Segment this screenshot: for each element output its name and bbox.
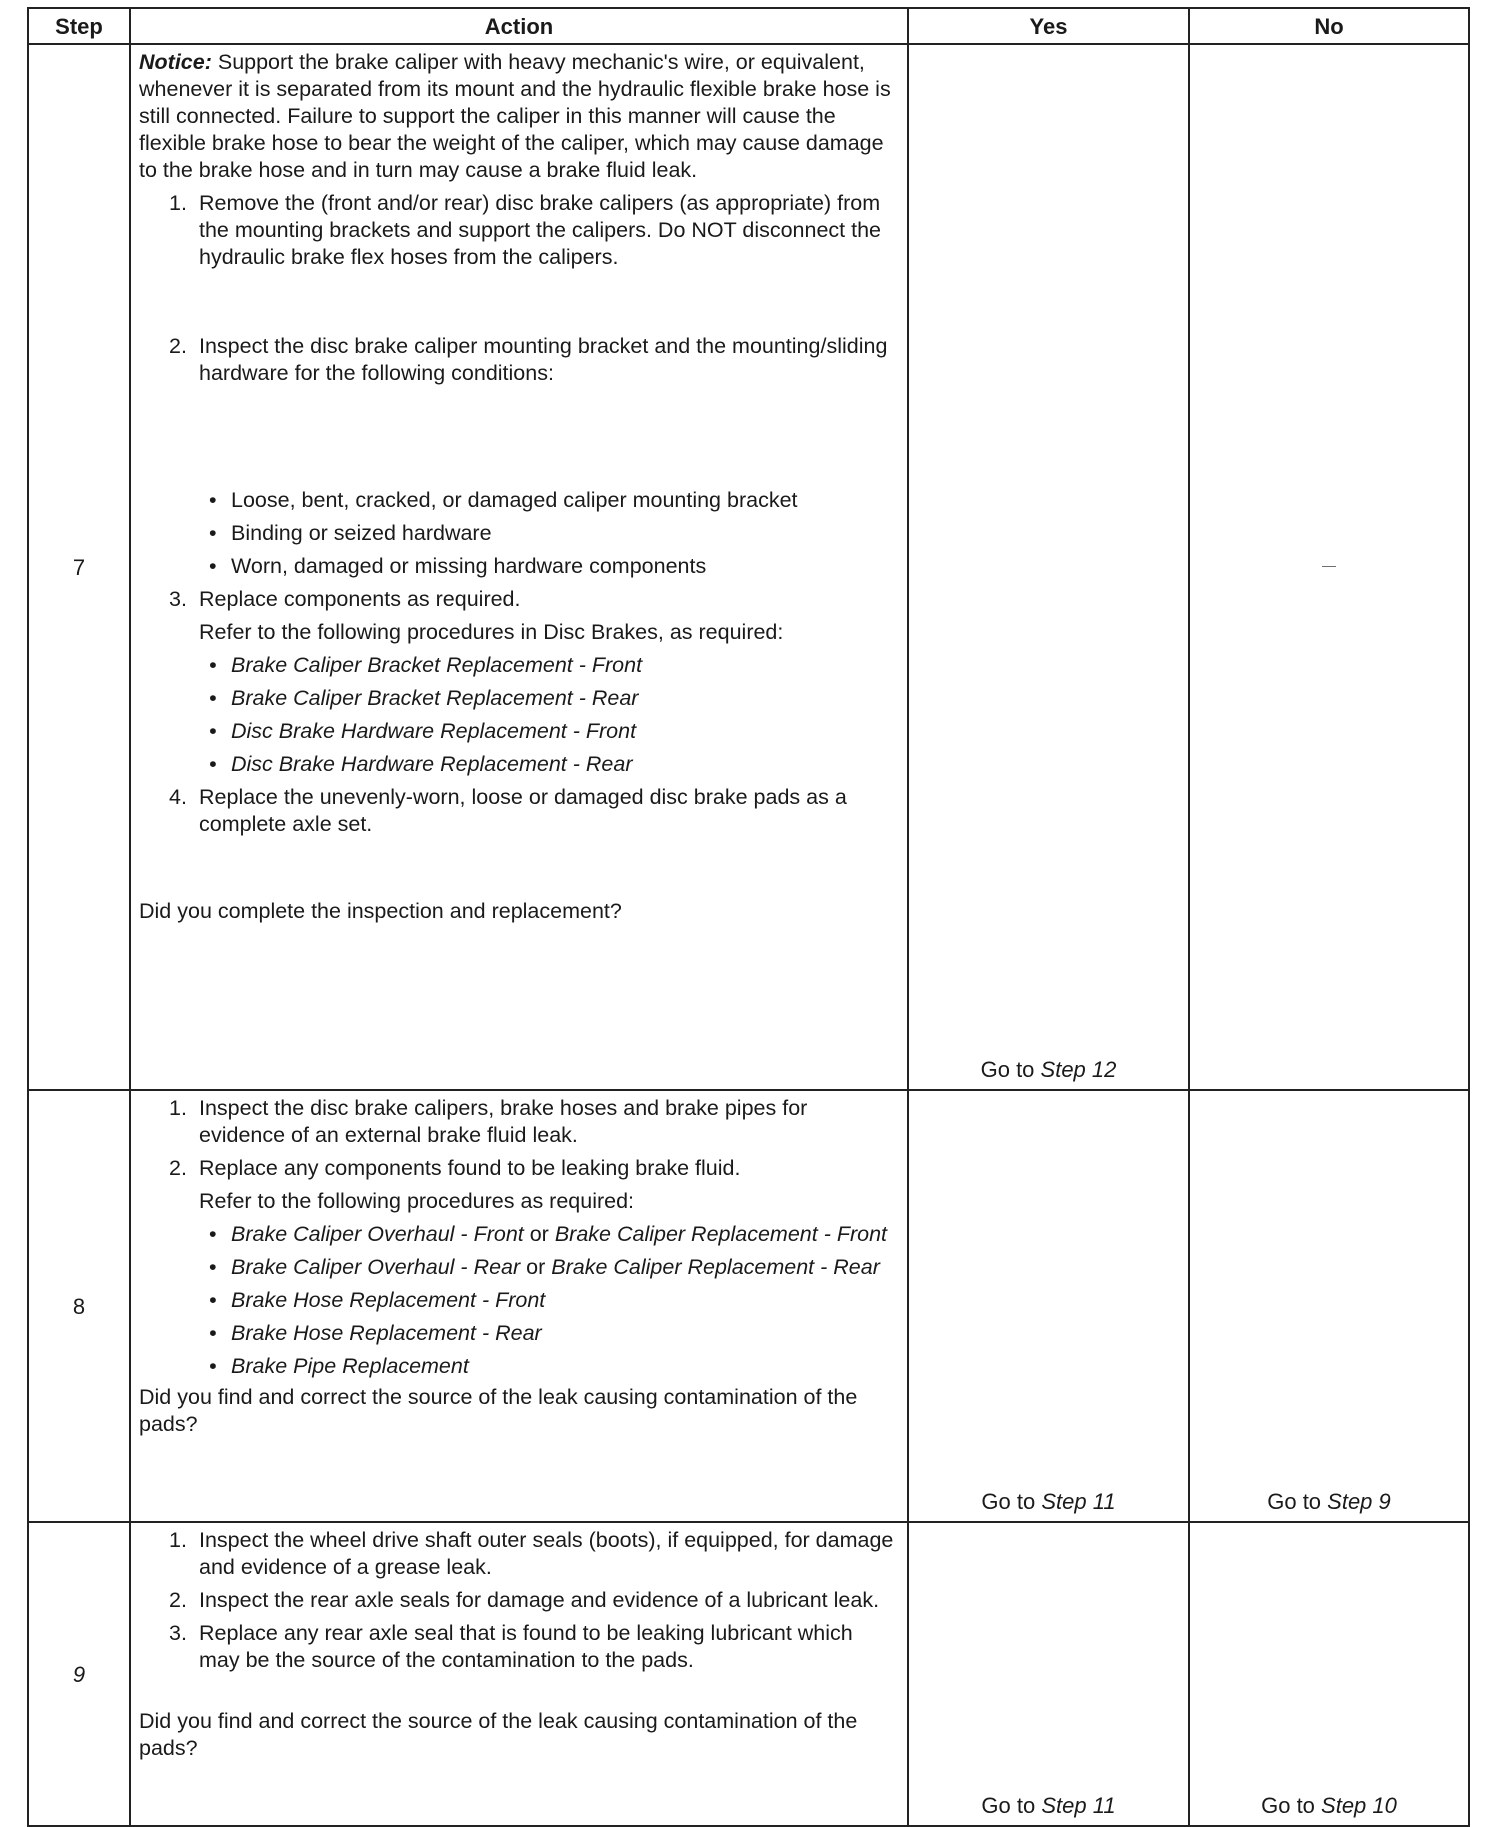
action-cell xyxy=(130,44,908,1090)
step-number: 8 xyxy=(28,1090,130,1522)
action-cell xyxy=(130,1090,908,1522)
list-item-text: Inspect the disc brake calipers, brake hoses and brake pipes for evidence of an external brake fluid leak. xyxy=(199,1096,808,1147)
no-cell: Go to Step 9 xyxy=(1189,1090,1469,1522)
header-step: Step xyxy=(28,8,130,44)
list-item: 1. Inspect the wheel drive shaft outer seals (boots), if equipped, for damage and evidence of a grease leak. xyxy=(169,1527,897,1581)
step-number: 7 xyxy=(28,44,130,1090)
procedure-link: • Brake Caliper Bracket Replacement - Rear xyxy=(209,686,639,710)
table-row-step-8 xyxy=(28,1090,1469,1522)
header-row xyxy=(28,8,1469,44)
list-item-text: Inspect the wheel drive shaft outer seals (boots), if equipped, for damage and evidence of a grease leak. xyxy=(199,1528,894,1579)
condition-item: • Loose, bent, cracked, or damaged caliper mounting bracket xyxy=(209,488,798,512)
procedure-link: • Brake Hose Replacement - Front xyxy=(209,1288,546,1312)
procedure-link: • Disc Brake Hardware Replacement - Front xyxy=(209,719,637,743)
list-item-text: Inspect the disc brake caliper mounting bracket and the mounting/sliding hardware for the following conditions: xyxy=(199,334,888,385)
header-no: No xyxy=(1189,8,1469,44)
procedure-link: • Brake Hose Replacement - Rear xyxy=(209,1321,542,1345)
no-cell: Go to Step 10 xyxy=(1189,1522,1469,1826)
list-item-text: Replace components as required. xyxy=(199,587,521,611)
list-item-text: Replace the unevenly-worn, loose or damaged disc brake pads as a complete axle set. xyxy=(199,785,847,836)
list-item: 2. Inspect the disc brake caliper mounting bracket and the mounting/sliding hardware for the following conditions: xyxy=(169,333,897,387)
yes-cell: Go to Step 11 xyxy=(908,1522,1189,1826)
question: Did you find and correct the source of the leak causing contamination of the pads? xyxy=(139,1709,858,1760)
list-item: 2. Inspect the rear axle seals for damage and evidence of a lubricant leak. xyxy=(169,1588,880,1612)
table-row-step-7 xyxy=(28,44,1469,1090)
list-item: 2. Replace any components found to be leaking brake fluid. xyxy=(169,1156,741,1180)
no-step-link: Step 10 xyxy=(1321,1793,1397,1818)
list-item: 1. Remove the (front and/or rear) disc brake calipers (as appropriate) from the mounting brackets and support the calipers. Do NOT disconnect the hydraulic brake flex hoses from the calipers. xyxy=(169,190,897,271)
no-dash: — xyxy=(1322,557,1336,573)
header-action: Action xyxy=(130,8,908,44)
notice xyxy=(139,49,897,184)
yes-cell: Go to Step 12 xyxy=(908,44,1189,1090)
procedure-link: • Brake Caliper Overhaul - Front or Brake Caliper Replacement - Front xyxy=(209,1222,888,1246)
notice-label: Notice: xyxy=(139,50,212,74)
header-yes: Yes xyxy=(908,8,1189,44)
list-item-text: Replace any rear axle seal that is found to be leaking lubricant which may be the source of the contamination to the pads. xyxy=(199,1621,853,1672)
procedure-link: • Brake Pipe Replacement xyxy=(209,1354,469,1378)
yes-step-link: Step 12 xyxy=(1040,1057,1117,1082)
yes-step-link: Step 11 xyxy=(1041,1489,1116,1514)
procedures-intro: Refer to the following procedures in Disc Brakes, as required: xyxy=(199,620,784,644)
list-item-text: Remove the (front and/or rear) disc brake calipers (as appropriate) from the mounting brackets and support the calipers. Do NOT disconnect the hydraulic brake flex hoses from the calipers. xyxy=(199,191,882,269)
list-item-text: Inspect the rear axle seals for damage and evidence of a lubricant leak. xyxy=(199,1588,880,1612)
question: Did you find and correct the source of the leak causing contamination of the pads? xyxy=(139,1385,858,1436)
list-item: 3. Replace components as required. xyxy=(169,587,521,611)
question: Did you complete the inspection and replacement? xyxy=(139,899,622,923)
condition-item: • Worn, damaged or missing hardware components xyxy=(209,554,707,578)
yes-step-link: Step 11 xyxy=(1041,1793,1116,1818)
condition-item: • Binding or seized hardware xyxy=(209,521,492,545)
step-number: 9 xyxy=(28,1522,130,1826)
list-item: 1. Inspect the disc brake calipers, brake hoses and brake pipes for evidence of an external brake fluid leak. xyxy=(169,1095,897,1149)
no-cell xyxy=(1189,44,1469,1090)
list-item: 3. Replace any rear axle seal that is found to be leaking lubricant which may be the source of the contamination to the pads. xyxy=(169,1620,897,1674)
no-step-link: Step 9 xyxy=(1327,1489,1391,1514)
diagnostic-table xyxy=(27,7,1470,1827)
yes-cell: Go to Step 11 xyxy=(908,1090,1189,1522)
procedure-link: • Brake Caliper Bracket Replacement - Front xyxy=(209,653,643,677)
procedure-link: • Brake Caliper Overhaul - Rear or Brake Caliper Replacement - Rear xyxy=(209,1255,880,1279)
notice-text: Support the brake caliper with heavy mechanic's wire, or equivalent, whenever it is separated from its mount and the hydraulic flexible brake hose is still connected. Failure to support the caliper in this manner will cause the flexible brake hose to bear the weight of the caliper, which may cause damage to the brake hose and in turn may cause a brake fluid leak. xyxy=(139,50,891,182)
list-item: 4. Replace the unevenly-worn, loose or damaged disc brake pads as a complete axle set. xyxy=(169,784,897,838)
procedure-link: • Disc Brake Hardware Replacement - Rear xyxy=(209,752,633,776)
table-row-step-9 xyxy=(28,1522,1469,1826)
procedures-intro: Refer to the following procedures as required: xyxy=(199,1189,635,1213)
list-item-text: Replace any components found to be leaking brake fluid. xyxy=(199,1156,741,1180)
action-cell xyxy=(130,1522,908,1826)
